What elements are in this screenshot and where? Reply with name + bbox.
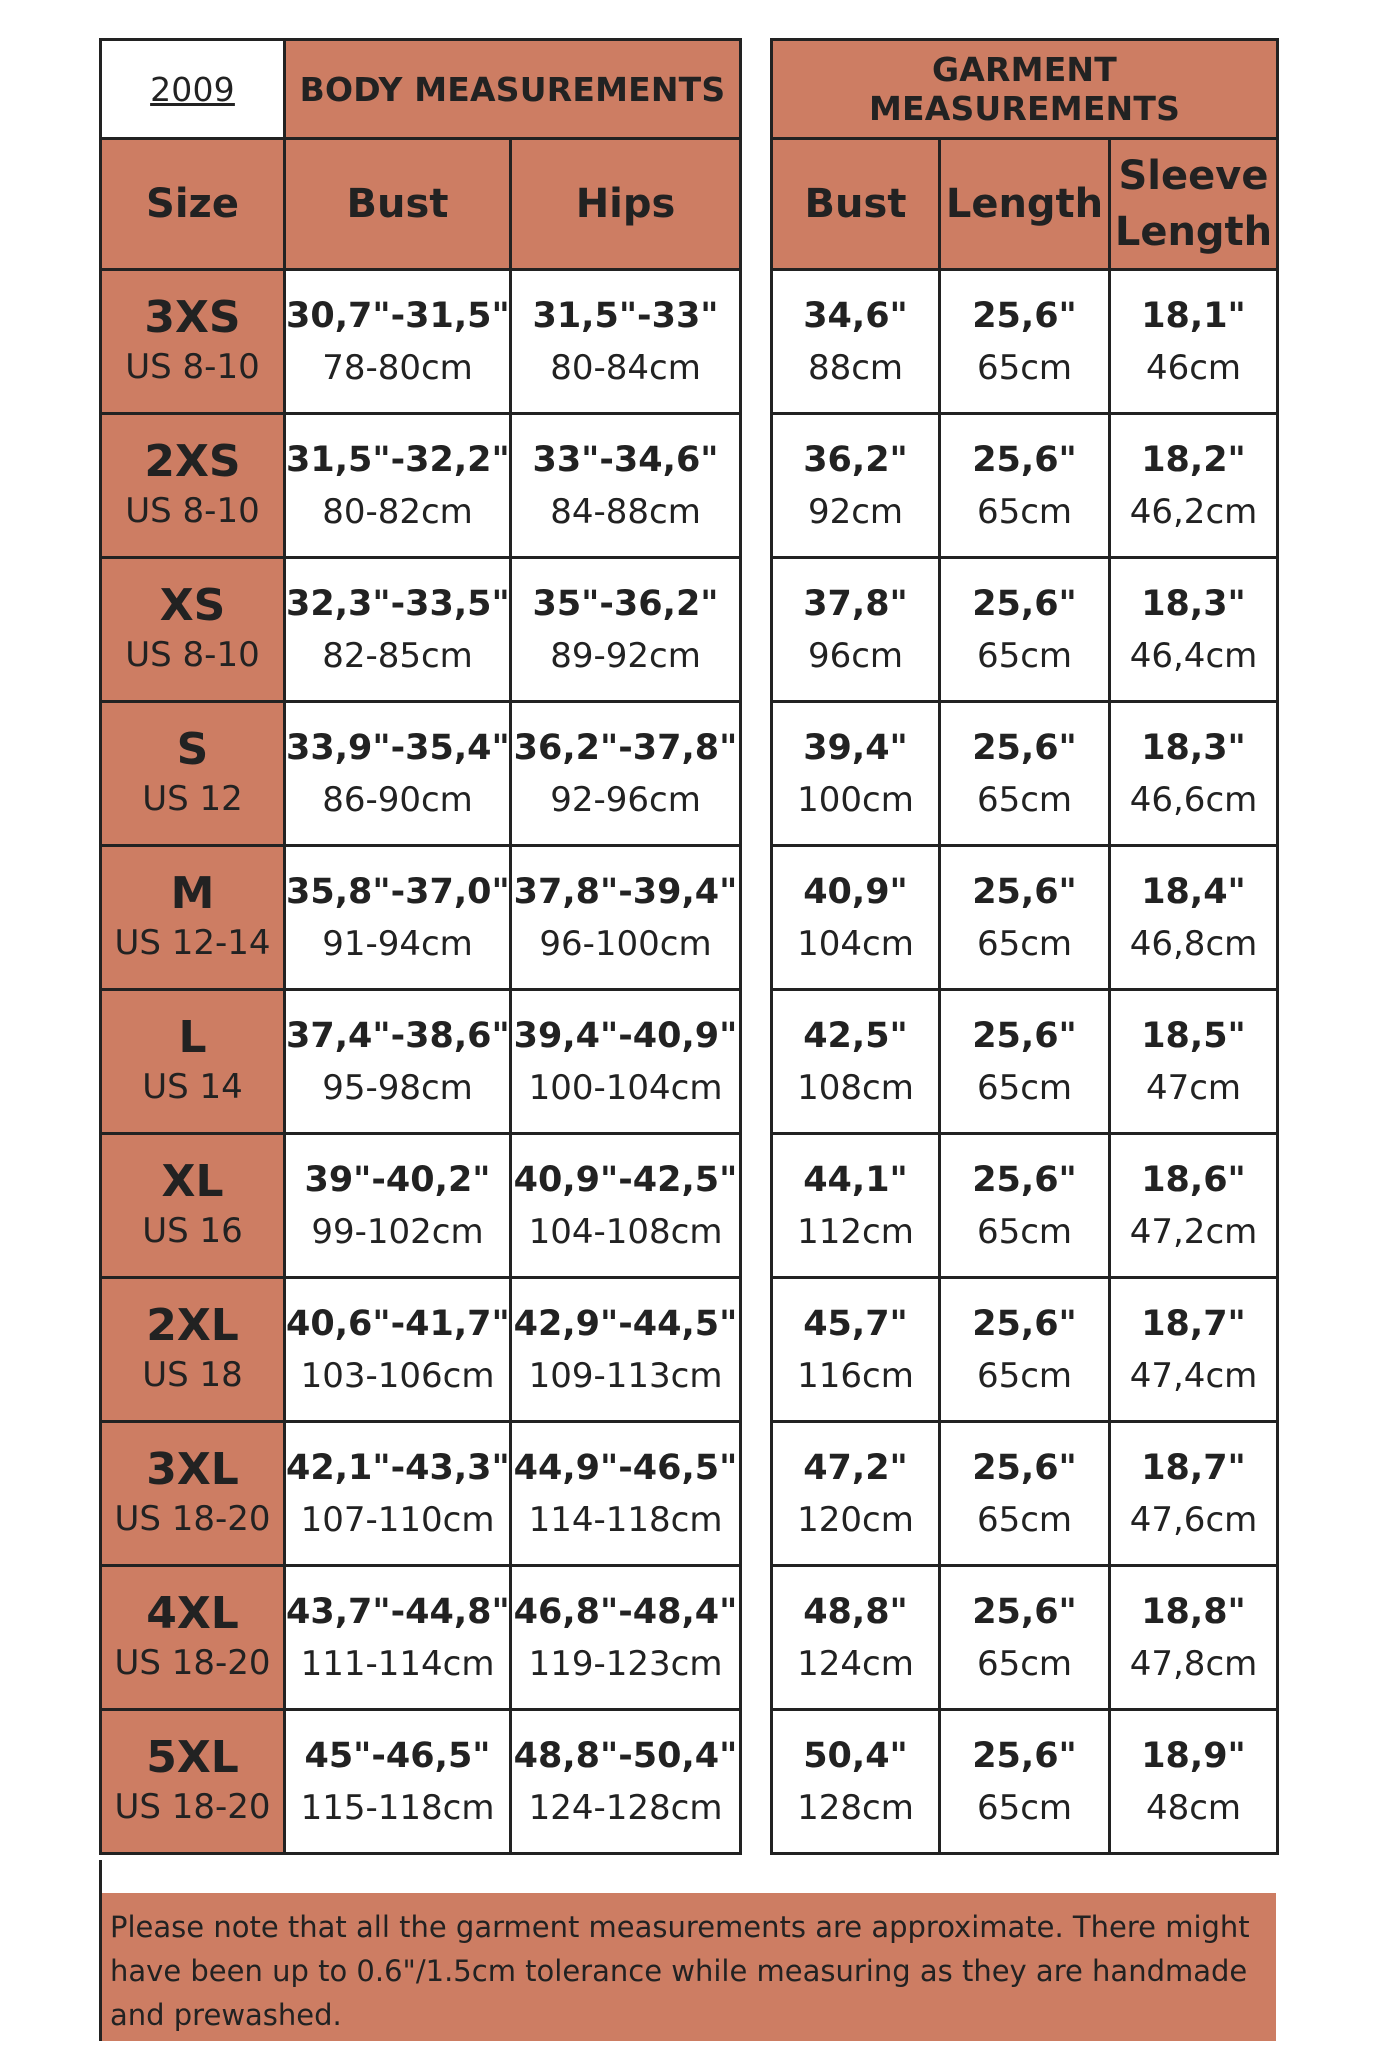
garment-bust-inches: 34,6" [803,295,908,336]
us-size-label: US 12 [142,778,243,819]
garment-sleeve-inches: 18,4" [1141,871,1246,912]
garment-bust-cell [772,1566,940,1710]
garment-bust-cm: 96cm [807,635,904,676]
size-label: 2XS [144,435,241,487]
garment-sleeve-cm: 46,6cm [1129,779,1258,820]
us-size-label: US 8-10 [125,490,260,531]
garment-length-inches: 25,6" [972,295,1077,336]
garment-sleeve-cell [1110,1134,1278,1278]
body-hips-cell [511,702,741,846]
garment-length-cm: 65cm [976,1355,1073,1396]
body-measurements-table [99,38,742,1855]
body-table-row [101,558,741,702]
body-hips-inches: 33"-34,6" [532,439,719,480]
size-cell [101,270,285,414]
size-label: L [178,1011,207,1063]
garment-bust-cell [772,1278,940,1422]
body-bust-cell [285,990,511,1134]
body-bust-column-header: Bust [285,139,511,270]
body-hips-inches: 35"-36,2" [532,583,719,624]
size-cell [101,846,285,990]
us-size-label: US 18-20 [114,1498,271,1539]
garment-table-row [772,1710,1278,1854]
garment-sleeve-cm: 47,6cm [1129,1499,1258,1540]
garment-sleeve-cm: 46,2cm [1129,491,1258,532]
body-bust-inches: 33,9"-35,4" [286,727,510,768]
garment-bust-inches: 44,1" [803,1159,908,1200]
body-hips-cell [511,1422,741,1566]
garment-length-inches: 25,6" [972,1735,1077,1776]
note-left-rule [99,1860,102,1893]
body-hips-cm: 100-104cm [528,1067,723,1108]
garment-bust-cm: 108cm [797,1067,914,1108]
body-hips-cell [511,558,741,702]
garment-bust-inches: 39,4" [803,727,908,768]
size-cell [101,1134,285,1278]
garment-bust-cm: 116cm [797,1355,914,1396]
body-bust-cm: 99-102cm [311,1211,484,1252]
garment-bust-cm: 100cm [797,779,914,820]
body-hips-cm: 92-96cm [550,779,701,820]
us-size-label: US 8-10 [125,634,260,675]
body-hips-column-header: Hips [511,139,741,270]
garment-table-row [772,1566,1278,1710]
body-hips-cell [511,990,741,1134]
body-bust-cm: 115-118cm [300,1787,495,1828]
garment-bust-cm: 128cm [797,1787,914,1828]
body-bust-inches: 40,6"-41,7" [286,1303,510,1344]
body-bust-cell [285,1134,511,1278]
size-label: 3XS [144,291,241,343]
garment-sleeve-cm: 46,4cm [1129,635,1258,676]
garment-bust-inches: 47,2" [803,1447,908,1488]
garment-bust-cm: 104cm [797,923,914,964]
body-table-row [101,702,741,846]
body-table-row [101,990,741,1134]
garment-sleeve-inches: 18,5" [1141,1015,1246,1056]
garment-length-cell [940,270,1110,414]
garment-length-inches: 25,6" [972,1303,1077,1344]
garment-length-cm: 65cm [976,1787,1073,1828]
size-cell [101,990,285,1134]
body-hips-inches: 40,9"-42,5" [513,1159,738,1200]
body-table-row [101,1278,741,1422]
garment-sleeve-inches: 18,7" [1141,1303,1246,1344]
body-bust-cell [285,270,511,414]
garment-table-row [772,1278,1278,1422]
garment-table-row [772,414,1278,558]
size-label: 3XL [146,1443,239,1495]
body-measurements-header: BODY MEASUREMENTS [285,40,741,139]
garment-sleeve-cell [1110,702,1278,846]
garment-bust-cm: 120cm [797,1499,914,1540]
body-bust-inches: 45"-46,5" [304,1735,491,1776]
garment-bust-cm: 124cm [797,1643,914,1684]
body-table-row [101,270,741,414]
garment-length-cm: 65cm [976,1643,1073,1684]
body-hips-inches: 42,9"-44,5" [513,1303,738,1344]
garment-bust-cell [772,270,940,414]
size-label: 4XL [146,1587,239,1639]
garment-sleeve-cell [1110,990,1278,1134]
garment-bust-cell [772,1134,940,1278]
garment-length-cm: 65cm [976,923,1073,964]
us-size-label: US 14 [142,1066,243,1107]
body-bust-cm: 91-94cm [322,923,473,964]
body-bust-cell [285,1278,511,1422]
body-bust-cell [285,846,511,990]
body-table-row [101,1422,741,1566]
body-hips-cm: 80-84cm [550,347,701,388]
garment-table-row [772,1422,1278,1566]
size-cell [101,702,285,846]
garment-sleeve-cell [1110,1566,1278,1710]
size-label: S [176,723,209,775]
body-bust-cm: 95-98cm [322,1067,473,1108]
garment-sleeve-cell [1110,846,1278,990]
size-label: 5XL [146,1731,239,1783]
garment-sleeve-cm: 47,8cm [1129,1643,1258,1684]
body-table-row [101,414,741,558]
body-hips-cm: 89-92cm [550,635,701,676]
tolerance-note: Please note that all the garment measurements are approximate. There might have been up to 0.6"/1.5cm tolerance while measuring as they are handmade and prewashed. [99,1893,1276,2041]
garment-sleeve-inches: 18,3" [1141,583,1246,624]
body-bust-cm: 82-85cm [322,635,473,676]
body-bust-cm: 107-110cm [300,1499,495,1540]
garment-sleeve-cell [1110,1422,1278,1566]
garment-sleeve-cm: 46,8cm [1129,923,1258,964]
body-hips-cm: 84-88cm [550,491,701,532]
garment-bust-cell [772,1422,940,1566]
garment-sleeve-cell [1110,414,1278,558]
body-hips-cm: 104-108cm [528,1211,723,1252]
garment-length-column-header: Length [940,139,1110,270]
us-size-label: US 18 [142,1354,243,1395]
garment-bust-cell [772,414,940,558]
garment-bust-cm: 92cm [807,491,904,532]
garment-bust-cell [772,558,940,702]
us-size-label: US 16 [142,1210,243,1251]
body-hips-cell [511,1710,741,1854]
garment-table-row [772,270,1278,414]
garment-length-cell [940,1134,1110,1278]
size-label: XL [161,1155,224,1207]
size-cell [101,1710,285,1854]
garment-bust-cm: 112cm [797,1211,914,1252]
garment-length-inches: 25,6" [972,871,1077,912]
garment-length-inches: 25,6" [972,1015,1077,1056]
garment-length-cell [940,990,1110,1134]
size-cell [101,1566,285,1710]
size-column-header: Size [101,139,285,270]
size-cell [101,1278,285,1422]
garment-bust-inches: 36,2" [803,439,908,480]
garment-sleeve-inches: 18,7" [1141,1447,1246,1488]
garment-sleeve-cm: 47,4cm [1129,1355,1258,1396]
body-bust-cell [285,1710,511,1854]
garment-table-row [772,558,1278,702]
garment-length-cell [940,414,1110,558]
garment-bust-cell [772,702,940,846]
garment-length-inches: 25,6" [972,1591,1077,1632]
garment-table-row [772,990,1278,1134]
body-hips-inches: 31,5"-33" [532,295,719,336]
garment-length-cell [940,702,1110,846]
garment-bust-cell [772,846,940,990]
body-bust-cell [285,702,511,846]
garment-bust-inches: 40,9" [803,871,908,912]
body-hips-cell [511,1134,741,1278]
body-hips-cm: 109-113cm [528,1355,723,1396]
garment-sleeve-cm: 47cm [1145,1067,1242,1108]
garment-table-row [772,702,1278,846]
body-bust-cm: 86-90cm [322,779,473,820]
garment-length-inches: 25,6" [972,1447,1077,1488]
body-bust-cell [285,1566,511,1710]
body-bust-cm: 80-82cm [322,491,473,532]
size-cell [101,558,285,702]
body-bust-inches: 43,7"-44,8" [286,1591,510,1632]
body-bust-inches: 32,3"-33,5" [286,583,510,624]
body-hips-inches: 39,4"-40,9" [513,1015,738,1056]
size-label: XS [159,579,226,631]
garment-bust-cell [772,1710,940,1854]
body-hips-inches: 48,8"-50,4" [513,1735,738,1776]
us-size-label: US 12-14 [114,922,271,963]
garment-sleeve-inches: 18,1" [1141,295,1246,336]
garment-length-cm: 65cm [976,1499,1073,1540]
garment-length-cm: 65cm [976,1067,1073,1108]
body-hips-cm: 96-100cm [539,923,712,964]
garment-sleeve-length-column-header [1110,139,1278,270]
garment-sleeve-cm: 48cm [1145,1787,1242,1828]
body-hips-cell [511,1278,741,1422]
garment-length-cm: 65cm [976,1211,1073,1252]
garment-sleeve-cm: 47,2cm [1129,1211,1258,1252]
garment-sleeve-cm: 46cm [1145,347,1242,388]
body-bust-inches: 30,7"-31,5" [286,295,510,336]
body-hips-inches: 36,2"-37,8" [513,727,738,768]
garment-length-cell [940,1566,1110,1710]
garment-bust-inches: 48,8" [803,1591,908,1632]
body-hips-cell [511,414,741,558]
body-hips-cell [511,270,741,414]
body-bust-inches: 31,5"-32,2" [286,439,510,480]
body-bust-inches: 39"-40,2" [304,1159,491,1200]
garment-length-inches: 25,6" [972,727,1077,768]
garment-sleeve-cell [1110,1710,1278,1854]
garment-sleeve-cell [1110,270,1278,414]
garment-bust-inches: 37,8" [803,583,908,624]
garment-sleeve-cell [1110,1278,1278,1422]
garment-bust-inches: 42,5" [803,1015,908,1056]
garment-length-cell [940,1422,1110,1566]
sleeve-header-line1: Sleeve [1118,153,1269,199]
body-table-row [101,846,741,990]
body-hips-cm: 119-123cm [528,1643,723,1684]
garment-bust-inches: 50,4" [803,1735,908,1776]
us-size-label: US 8-10 [125,346,260,387]
body-bust-inches: 35,8"-37,0" [286,871,510,912]
body-hips-inches: 44,9"-46,5" [513,1447,738,1488]
body-hips-cell [511,1566,741,1710]
body-table-row [101,1134,741,1278]
body-hips-cm: 124-128cm [528,1787,723,1828]
body-table-row [101,1566,741,1710]
garment-sleeve-inches: 18,2" [1141,439,1246,480]
garment-length-inches: 25,6" [972,583,1077,624]
year-label: 2009 [101,40,285,139]
size-cell [101,414,285,558]
garment-measurements-table [770,38,1279,1855]
us-size-label: US 18-20 [114,1786,271,1827]
body-bust-cell [285,414,511,558]
body-bust-inches: 42,1"-43,3" [286,1447,510,1488]
body-hips-inches: 37,8"-39,4" [513,871,738,912]
garment-bust-cell [772,990,940,1134]
body-bust-cm: 103-106cm [300,1355,495,1396]
garment-length-cell [940,1278,1110,1422]
garment-length-cm: 65cm [976,347,1073,388]
garment-length-cm: 65cm [976,779,1073,820]
us-size-label: US 18-20 [114,1642,271,1683]
garment-bust-column-header: Bust [772,139,940,270]
body-bust-inches: 37,4"-38,6" [286,1015,510,1056]
body-bust-cm: 111-114cm [300,1643,495,1684]
garment-length-inches: 25,6" [972,1159,1077,1200]
body-hips-cell [511,846,741,990]
body-hips-cm: 114-118cm [528,1499,723,1540]
body-table-row [101,1710,741,1854]
garment-sleeve-cell [1110,558,1278,702]
garment-table-row [772,846,1278,990]
garment-length-cell [940,846,1110,990]
garment-sleeve-inches: 18,9" [1141,1735,1246,1776]
garment-table-row [772,1134,1278,1278]
garment-length-cell [940,1710,1110,1854]
garment-length-cm: 65cm [976,491,1073,532]
garment-sleeve-inches: 18,6" [1141,1159,1246,1200]
size-label: 2XL [146,1299,239,1351]
size-cell [101,1422,285,1566]
garment-sleeve-inches: 18,3" [1141,727,1246,768]
body-bust-cm: 78-80cm [322,347,473,388]
sleeve-header-line2: Length [1114,209,1273,255]
size-label: M [170,867,215,919]
body-bust-cell [285,558,511,702]
body-bust-cell [285,1422,511,1566]
garment-length-cm: 65cm [976,635,1073,676]
garment-length-cell [940,558,1110,702]
body-hips-inches: 46,8"-48,4" [513,1591,738,1632]
garment-sleeve-inches: 18,8" [1141,1591,1246,1632]
garment-measurements-header: GARMENT MEASUREMENTS [772,40,1278,139]
garment-bust-cm: 88cm [807,347,904,388]
garment-length-inches: 25,6" [972,439,1077,480]
garment-bust-inches: 45,7" [803,1303,908,1344]
